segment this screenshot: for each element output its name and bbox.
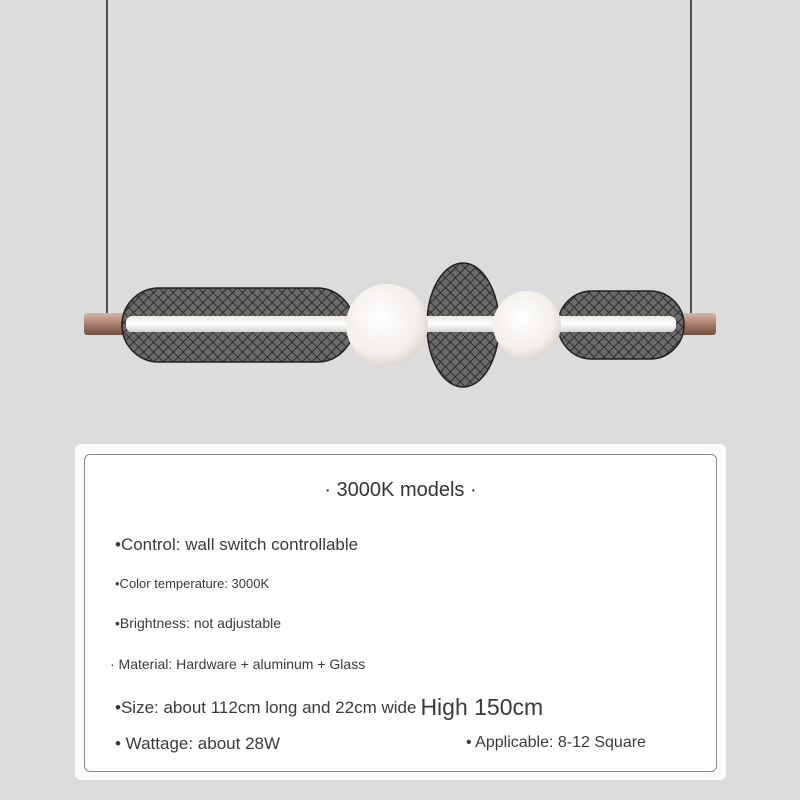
spec-card — [75, 444, 726, 780]
spec-size-text: •Size: about 112cm long and 22cm wide — [115, 698, 417, 717]
spec-material: · Material: Hardware + aluminum + Glass — [110, 656, 366, 672]
left-end-cap — [84, 313, 126, 335]
left-glass-globe — [346, 284, 428, 366]
spec-card-border — [84, 454, 717, 772]
spec-size-high: High 150cm — [420, 694, 544, 720]
spec-brightness: •Brightness: not adjustable — [115, 615, 282, 631]
spec-wattage: • Wattage: about 28W — [115, 734, 281, 753]
spec-applicable: • Applicable: 8-12 Square — [466, 734, 646, 751]
spec-color-temperature: •Color temperature: 3000K — [115, 576, 270, 591]
spec-title: · 3000K models · — [324, 479, 477, 501]
right-glass-globe — [493, 291, 561, 359]
spec-control: •Control: wall switch controllable — [115, 535, 359, 554]
spec-size — [115, 694, 543, 721]
